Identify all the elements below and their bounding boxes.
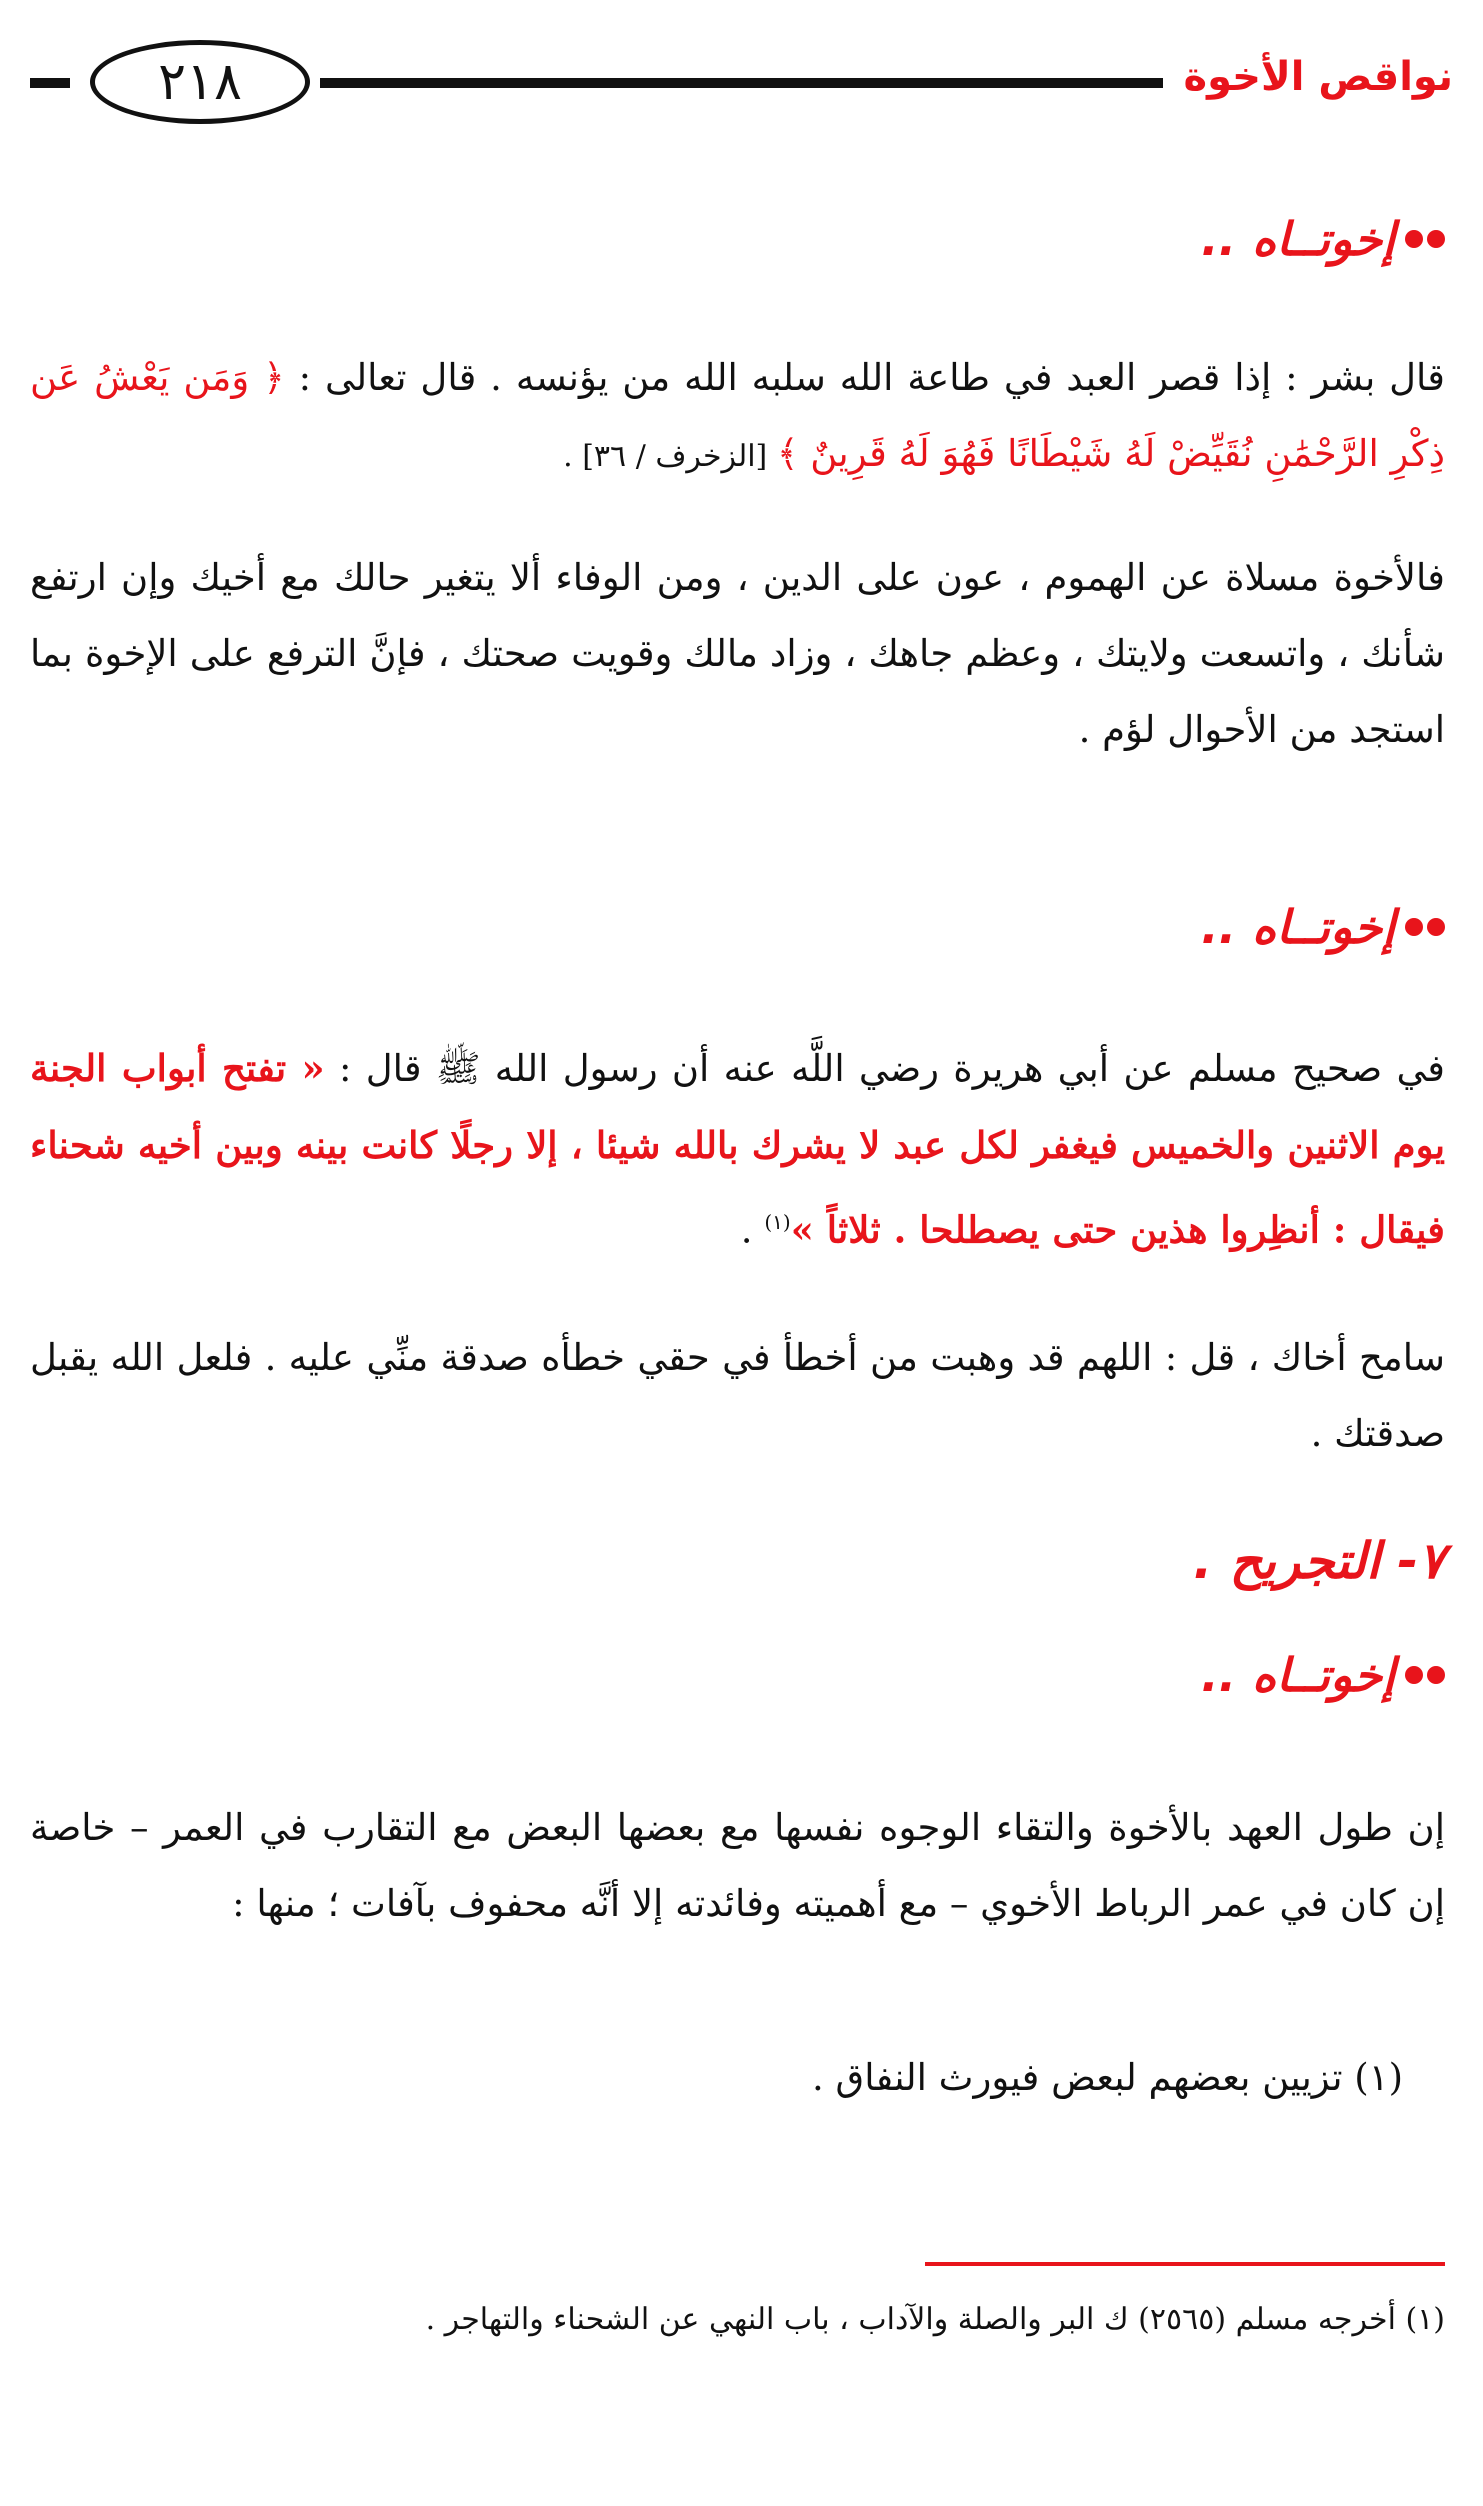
paragraph-6: (١) تزيين بعضهم لبعض فيورث النفاق . bbox=[811, 2056, 1403, 2099]
paragraph-3 bbox=[30, 1030, 1445, 1268]
paragraph-4: سامح أخاك ، قل : اللهم قد وهبت من أخطأ في حقي خطأه صدقة منِّي عليه . فلعل الله يقبل صدقتك . bbox=[30, 1336, 1445, 1455]
paragraph-5: إن طول العهد بالأخوة والتقاء الوجوه نفسها مع بعضها البعض مع التقارب في العمر – خاصة إن كان في عمر الرباط الأخوي – مع أهميته وفائدته إلا أنَّه محفوف بآفات ؛ منها : bbox=[30, 1806, 1445, 1925]
running-title: نواقص الأخوة bbox=[1183, 54, 1453, 100]
footnote-marker: (١) bbox=[764, 1210, 791, 1234]
hadith-text: « تفتح أبواب الجنة يوم الاثنين والخميس فيغفر لكل عبد لا يشرك بالله شيئا ، إلا رجلًا كانت بينه وبين أخيه شحناء فيقال : أنظِروا هذين حتى يصطلحا . ثلاثاً » bbox=[30, 1046, 1445, 1252]
page-header bbox=[30, 40, 1453, 130]
paragraph-2: فالأخوة مسلاة عن الهموم ، عون على الدين ، ومن الوفاء ألا يتغير حالك مع أخيك وإن ارتفع شأنك ، واتسعت ولايتك ، وعظم جاهك ، وزاد مالك وقويت صحتك ، فإنَّ الترفع على الإخوة بما استجد من الأحوال لؤم . bbox=[30, 556, 1445, 751]
double-dot-icon bbox=[1405, 230, 1445, 248]
paragraph-text: قال بشر : إذا قصر العبد في طاعة الله سلبه الله من يؤنسه . قال تعالى : bbox=[284, 356, 1445, 399]
page-number: ٢١٨ bbox=[90, 40, 310, 124]
sentence-end: . bbox=[740, 1208, 765, 1252]
heading-text: إخوتــاه .. bbox=[1201, 1648, 1395, 1702]
section-heading-3: ٧- التجريح . bbox=[1193, 1532, 1445, 1590]
heading-text: إخوتــاه .. bbox=[1201, 212, 1395, 266]
footnote-separator bbox=[925, 2262, 1445, 2266]
double-dot-icon bbox=[1405, 1666, 1445, 1684]
heading-text: إخوتــاه .. bbox=[1201, 900, 1395, 954]
quran-verse: ﴿ وَمَن يَعْشُ عَن ذِكْرِ الرَّحْمَٰنِ نُقَيِّضْ لَهُ شَيْطَانًا فَهُوَ لَهُ قَرِينٌ ﴾ bbox=[30, 356, 1445, 475]
double-dot-icon bbox=[1405, 918, 1445, 936]
paragraph-1 bbox=[30, 340, 1445, 495]
footnote: (١) أخرجه مسلم (٢٥٦٥) ك البر والصلة والآداب ، باب النهي عن الشحناء والتهاجر . bbox=[425, 2302, 1445, 2337]
section-heading-1 bbox=[1201, 212, 1445, 266]
header-rule-left bbox=[30, 78, 70, 88]
header-rule bbox=[320, 78, 1163, 88]
verse-reference: [الزخرف / ٣٦] . bbox=[563, 439, 777, 474]
section-heading-2 bbox=[1201, 900, 1445, 954]
paragraph-text: في صحيح مسلم عن أبي هريرة رضي اللَّه عنه أن رسول الله ﷺ قال : bbox=[324, 1047, 1445, 1090]
section-heading-4 bbox=[1201, 1648, 1445, 1702]
